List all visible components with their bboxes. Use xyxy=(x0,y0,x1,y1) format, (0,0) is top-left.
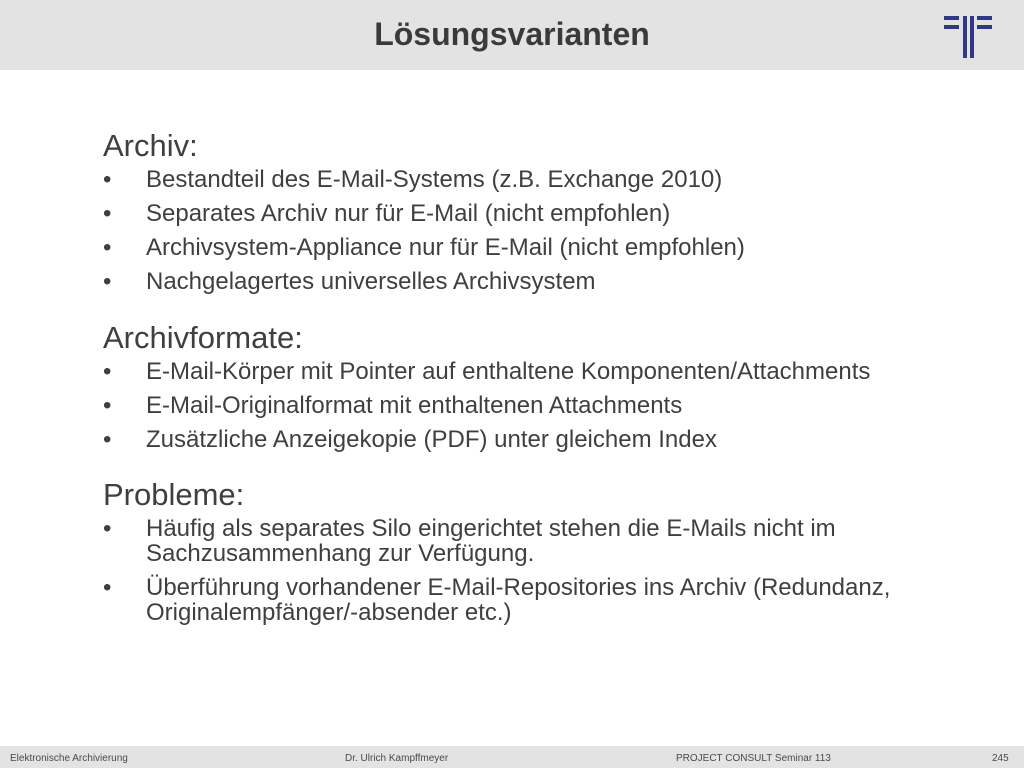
list-item: • Bestandteil des E-Mail-Systems (z.B. Exchange 2010) xyxy=(103,167,963,192)
bullet-list xyxy=(103,359,963,452)
list-item: • Nachgelagertes universelles Archivsystem xyxy=(103,269,963,294)
section-heading: Archiv: xyxy=(103,128,198,163)
slide-header xyxy=(0,0,1024,70)
bullet-list xyxy=(103,167,963,294)
page-number: 245 xyxy=(992,753,1009,764)
slide-title: Lösungsvarianten xyxy=(374,16,650,52)
list-item: • E-Mail-Körper mit Pointer auf enthaltene Komponenten/Attachments xyxy=(103,359,963,384)
section-heading: Archivformate: xyxy=(103,320,303,355)
list-item: • Zusätzliche Anzeigekopie (PDF) unter gleichem Index xyxy=(103,427,963,452)
list-item: • Archivsystem-Appliance nur für E-Mail (nicht empfohlen) xyxy=(103,235,963,260)
list-item: • Überführung vorhandener E-Mail-Repositories ins Archiv (Redundanz, Originalempfänger/-absender etc.) xyxy=(103,575,963,625)
list-item: • Separates Archiv nur für E-Mail (nicht empfohlen) xyxy=(103,201,963,226)
footer-seminar: PROJECT CONSULT Seminar 113 xyxy=(676,753,831,764)
slide-footer xyxy=(0,746,1024,768)
section-archivformate xyxy=(103,320,963,452)
footer-course: Elektronische Archivierung xyxy=(10,753,128,764)
section-heading: Probleme: xyxy=(103,477,245,512)
footer-author: Dr. Ulrich Kampffmeyer xyxy=(345,753,449,764)
slide-content xyxy=(103,128,963,634)
section-archiv xyxy=(103,128,963,294)
section-probleme xyxy=(103,477,963,625)
list-item: • Häufig als separates Silo eingerichtet stehen die E-Mails nicht im Sachzusammenhang zur Verfügung. xyxy=(103,516,963,566)
project-consult-logo-icon xyxy=(944,16,992,58)
list-item: • E-Mail-Originalformat mit enthaltenen Attachments xyxy=(103,393,963,418)
bullet-list xyxy=(103,516,963,625)
